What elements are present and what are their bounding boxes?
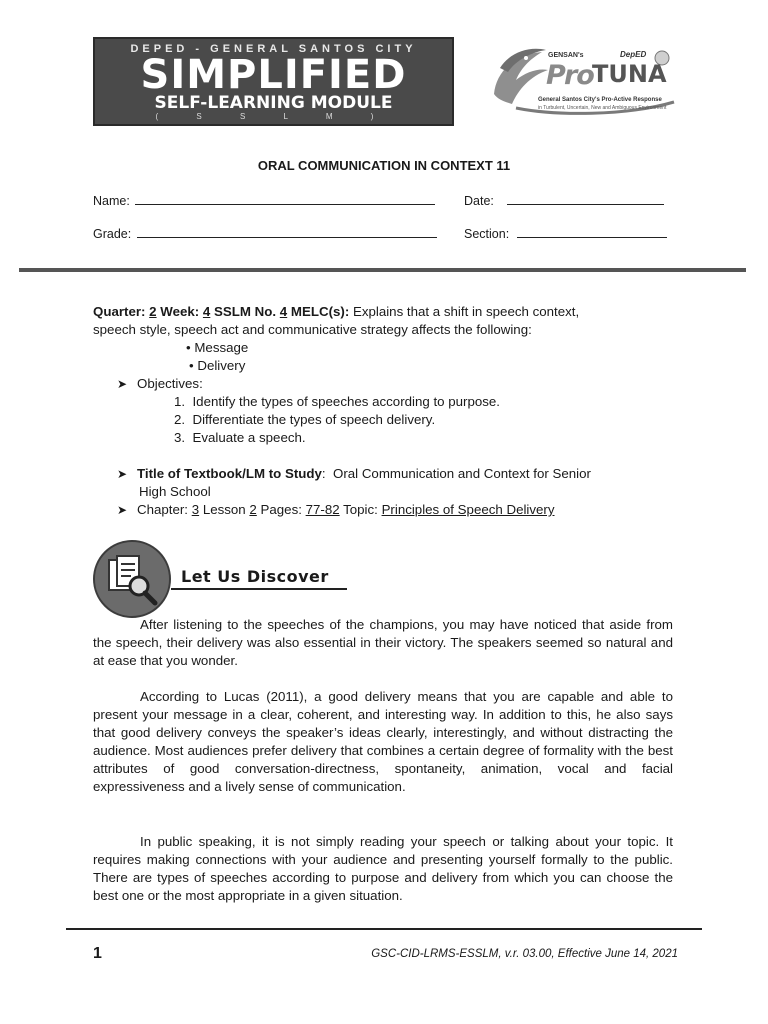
- document-title: ORAL COMMUNICATION IN CONTEXT 11: [257, 158, 511, 173]
- objectives-label: Objectives:: [137, 376, 203, 391]
- objective-item: 3. Evaluate a speech.: [174, 430, 306, 445]
- objective-item: 1. Identify the types of speeches according to purpose.: [174, 394, 500, 409]
- discover-icon: [93, 540, 171, 618]
- grade-field[interactable]: [93, 226, 437, 241]
- section-title: Let Us Discover: [181, 567, 329, 586]
- grade-label: Grade:: [93, 227, 132, 241]
- name-label: Name:: [93, 194, 130, 208]
- name-field[interactable]: [93, 193, 435, 208]
- section-label: Section:: [464, 227, 510, 241]
- banner-sub-text: SELF-LEARNING MODULE: [154, 93, 393, 113]
- topic-value: Principles of Speech Delivery: [381, 502, 555, 517]
- quarter-info: [93, 303, 683, 321]
- paragraph-1: After listening to the speeches of the champions, you may have noticed that aside from the speech, their delivery was also essential in their victory. The speakers seemed so natural and at ease that you wonder.: [93, 617, 673, 668]
- objectives-heading: [117, 375, 203, 393]
- lesson-value: 2: [249, 502, 257, 517]
- protuna-tagline-2: in Turbulent, Uncertain, New and Ambiguous Environment: [538, 105, 667, 111]
- quarter-value: 2: [149, 304, 157, 319]
- textbook-label: Title of Textbook/LM to Study: [137, 466, 322, 481]
- textbook-title-2: High School: [139, 484, 211, 499]
- protuna-logo: [486, 42, 676, 122]
- date-label: Date:: [464, 194, 494, 208]
- bullet-delivery: • Delivery: [189, 358, 246, 373]
- sslm-label: SSLM No.: [214, 304, 277, 319]
- date-field[interactable]: [464, 193, 664, 208]
- objective-text-3: Evaluate a speech.: [192, 430, 306, 445]
- section-title-underline: [171, 588, 347, 590]
- grade-blank[interactable]: [137, 226, 437, 238]
- arrow-bullet-icon: ➤: [117, 467, 128, 481]
- page-number: 1: [93, 945, 102, 962]
- protuna-deped-text: DepED: [620, 50, 647, 59]
- quarter-label: Quarter:: [93, 304, 146, 319]
- pages-value: 77-82: [305, 502, 340, 517]
- protuna-tuna-text: TUNA: [592, 60, 667, 88]
- arrow-bullet-icon: ➤: [117, 377, 128, 391]
- arrow-bullet-icon: ➤: [117, 503, 128, 517]
- paragraph-3: In public speaking, it is not simply reading your speech or talking about your topic. It requires making connections with your audience and presenting yourself formally to the public. There are types of speeches according to purpose and delivery from which you can choose the best one or the most appropriate in a given situation.: [93, 834, 673, 903]
- protuna-pro-text: Pro: [546, 60, 594, 91]
- objective-text-2: Differentiate the types of speech delivery.: [192, 412, 436, 427]
- sslm-value: 4: [279, 304, 288, 319]
- banner-main-text: SIMPLIFIED: [140, 52, 407, 98]
- topic-label: Topic:: [343, 502, 378, 517]
- footer-divider: [66, 928, 702, 930]
- protuna-gensan-text: GENSAN's: [548, 52, 584, 59]
- objective-text-1: Identify the types of speeches according to purpose.: [192, 394, 500, 409]
- melc-text-2: speech style, speech act and communicative strategy affects the following:: [93, 322, 532, 337]
- section-field[interactable]: [464, 226, 667, 241]
- date-blank[interactable]: [507, 193, 664, 205]
- banner-abbr-text: ( S S L M ): [155, 112, 392, 121]
- name-blank[interactable]: [135, 193, 435, 205]
- lesson-label: Lesson: [202, 502, 246, 517]
- pages-label: Pages:: [260, 502, 302, 517]
- bullet-message: • Message: [186, 340, 249, 355]
- textbook-info: [117, 465, 687, 483]
- objective-item: 2. Differentiate the types of speech delivery.: [174, 412, 436, 427]
- textbook-title-1: Oral Communication and Context for Senior: [333, 466, 591, 481]
- chapter-info: [117, 501, 687, 519]
- sslm-logo-banner: [93, 37, 454, 126]
- paragraph-2: According to Lucas (2011), a good delivery means that you are capable and able to present your message in a clear, coherent, and interesting way. In addition to this, he also says that good delivery conveys the speaker’s ideas clearly, interestingly, and without distracting the audience. Most audiences prefer delivery that combines a certain degree of formality with the best attributes of good conversation-directness, spontaneity, animation, vocal and facial expressiveness and a lively sense of communication.: [93, 689, 673, 794]
- chapter-label: Chapter:: [137, 502, 188, 517]
- chapter-value: 3: [191, 502, 200, 517]
- melc-label: MELC(s):: [290, 304, 350, 319]
- melc-text-1: Explains that a shift in speech context,: [352, 304, 580, 319]
- footer-code: GSC-CID-LRMS-ESSLM, v.r. 03.00, Effective June 14, 2021: [371, 948, 678, 960]
- week-label: Week:: [160, 304, 200, 319]
- week-value: 4: [202, 304, 211, 319]
- header-divider: [19, 268, 746, 272]
- section-blank[interactable]: [517, 226, 667, 238]
- banner-top-text: DEPED - GENERAL SANTOS CITY: [130, 43, 417, 55]
- protuna-tagline: General Santos City's Pro-Active Response: [538, 97, 662, 103]
- textbook-colon: :: [321, 466, 326, 481]
